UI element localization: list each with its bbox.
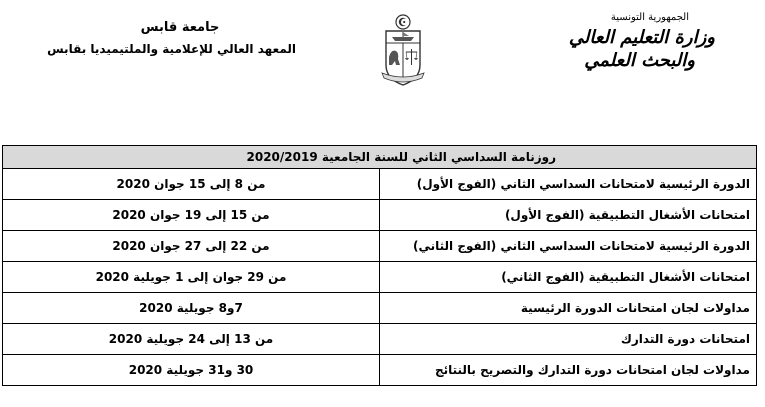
table-row (3, 355, 757, 386)
ministry-name-line2: والبحث العلمي (584, 50, 695, 71)
university-name: جامعة قابس (140, 20, 220, 35)
tunisia-coat-of-arms-icon (378, 13, 428, 89)
event-cell: الدورة الرئيسية لامتحانات السداسي الثاني (الفوج الأول) (380, 169, 757, 200)
date-cell: من 22 إلى 27 جوان 2020 (3, 231, 380, 262)
date-cell: من 8 إلى 15 جوان 2020 (3, 169, 380, 200)
ministry-header (540, 10, 715, 72)
event-cell: امتحانات الأشغال التطبيقية (الفوج الثاني) (380, 262, 757, 293)
date-cell: من 13 إلى 24 جويلية 2020 (3, 324, 380, 355)
institute-name: المعهد العالي للإعلامية والملتيميديا بقابس (47, 42, 296, 56)
institution-header (47, 18, 296, 60)
table-row (3, 200, 757, 231)
ministry-name-line1: وزارة التعليم العالي (568, 27, 715, 48)
table-row (3, 324, 757, 355)
table-header-row (3, 146, 757, 169)
date-cell: من 15 إلى 19 جوان 2020 (3, 200, 380, 231)
exam-calendar-table (2, 145, 757, 386)
event-cell: الدورة الرئيسية لامتحانات السداسي الثاني (الفوج الثاني) (380, 231, 757, 262)
table-row (3, 169, 757, 200)
date-cell: 7و8 جويلية 2020 (3, 293, 380, 324)
date-cell: من 29 جوان إلى 1 جويلية 2020 (3, 262, 380, 293)
table-row (3, 231, 757, 262)
event-cell: امتحانات الأشغال التطبيقية (الفوج الأول) (380, 200, 757, 231)
date-cell: 30 و31 جويلية 2020 (3, 355, 380, 386)
table-row (3, 262, 757, 293)
event-cell: مداولات لجان امتحانات الدورة الرئيسية (380, 293, 757, 324)
event-cell: مداولات لجان امتحانات دورة التدارك والتصريح بالنتائج (380, 355, 757, 386)
event-cell: امتحانات دورة التدارك (380, 324, 757, 355)
republic-name: الجمهورية التونسية (610, 12, 689, 23)
table-row (3, 293, 757, 324)
table-title: روزنامة السداسي الثاني للسنة الجامعية 2020/2019 (3, 146, 757, 169)
